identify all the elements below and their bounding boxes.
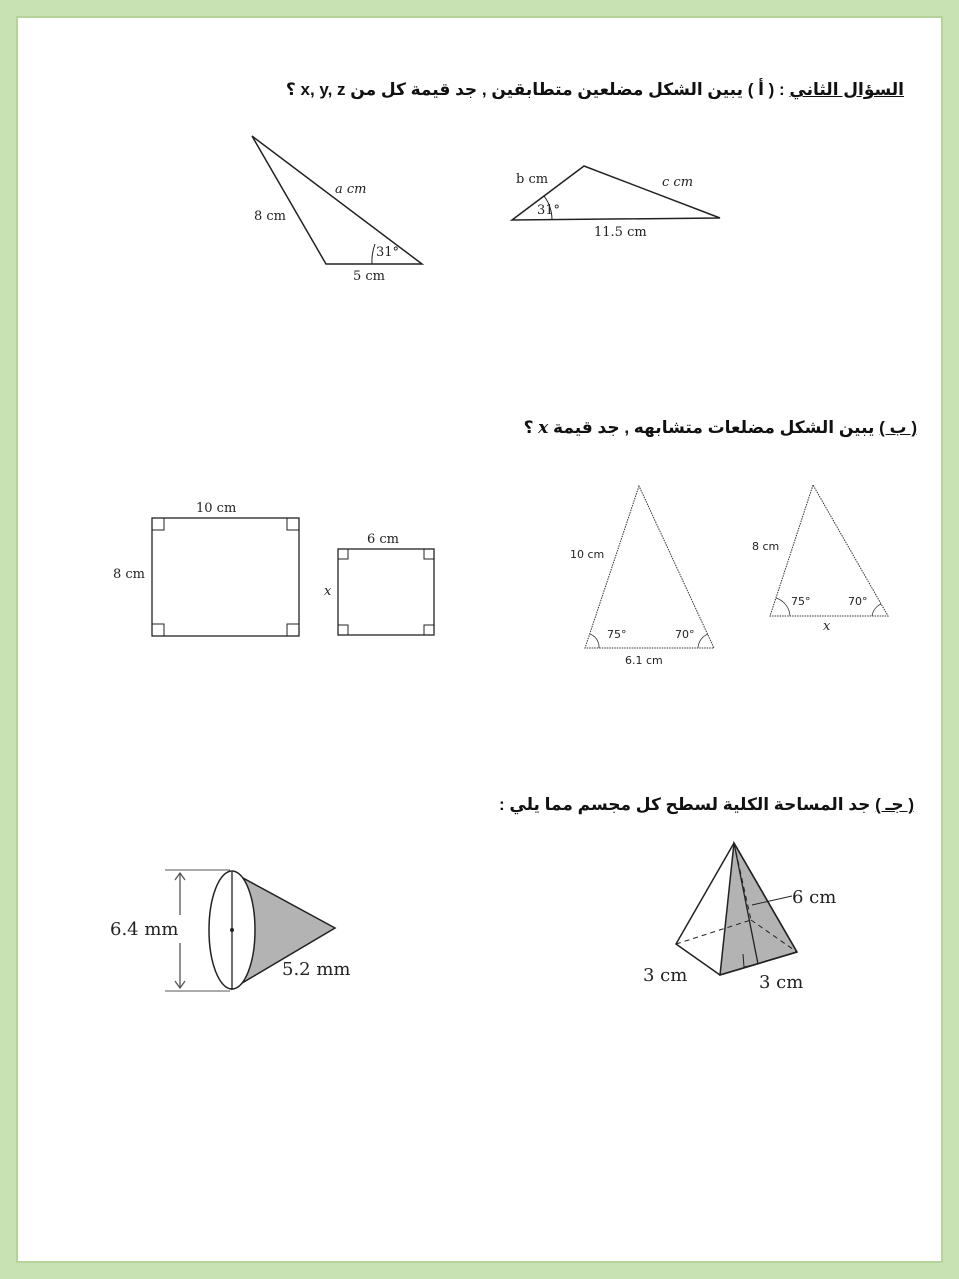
title-separator: : xyxy=(774,80,790,99)
label-a-cm: a cm xyxy=(335,182,367,197)
label-6cm: 6 cm xyxy=(367,532,400,547)
part-c-text: جد المساحة الكلية لسطح كل مجسم مما يلي : xyxy=(498,795,876,814)
part-a-text: يبين الشكل مضلعين متطابقين , جد قيمة كل من xyxy=(345,80,748,99)
congruent-triangle-right xyxy=(512,166,720,240)
label-6cm-slant: 6 cm xyxy=(792,887,837,908)
label-70-large: 70° xyxy=(675,628,695,641)
label-6-4mm: 6.4 mm xyxy=(110,919,179,940)
question-title: السؤال الثاني xyxy=(789,80,904,99)
similar-triangle-large xyxy=(570,486,714,667)
part-b-question-mark: ؟ xyxy=(523,418,539,437)
similar-rectangle-small xyxy=(324,532,434,635)
pyramid-figure xyxy=(643,843,836,993)
label-b-cm: b cm xyxy=(516,172,549,187)
figures-canvas xyxy=(30,30,929,1249)
label-70-small: 70° xyxy=(848,595,868,608)
worksheet-page xyxy=(30,30,929,1249)
label-75-large: 75° xyxy=(607,628,627,641)
label-x-rect: x xyxy=(324,584,332,599)
label-10cm: 10 cm xyxy=(196,501,237,516)
part-a-question-mark: ؟ xyxy=(285,80,301,99)
part-b-text: يبين الشكل مضلعات متشابهه , جد قيمة xyxy=(548,418,880,437)
congruent-triangle-left xyxy=(252,136,422,284)
cone-figure xyxy=(110,870,350,991)
label-angle-31-right: 31° xyxy=(537,203,561,218)
part-c-label: ( جـ ) xyxy=(875,795,914,814)
label-x-tri: x xyxy=(823,619,831,634)
part-b-label: ( ب ) xyxy=(879,418,917,437)
label-10cm-tri: 10 cm xyxy=(570,548,605,561)
label-6-1cm: 6.1 cm xyxy=(625,654,663,667)
label-angle-31-left: 31° xyxy=(376,245,400,260)
label-11-5cm: 11.5 cm xyxy=(594,225,647,240)
part-a-vars: x, y, z xyxy=(300,80,346,99)
similar-rectangle-large xyxy=(113,501,299,636)
label-c-cm: c cm xyxy=(662,175,694,190)
similar-triangle-small xyxy=(752,485,888,634)
label-8cm-rect: 8 cm xyxy=(113,567,146,582)
label-3cm-right: 3 cm xyxy=(759,972,804,993)
label-8cm: 8 cm xyxy=(254,209,287,224)
label-8cm-tri: 8 cm xyxy=(752,540,780,553)
part-b-var: x xyxy=(538,418,549,438)
label-5-2mm: 5.2 mm xyxy=(282,959,351,980)
label-75-small: 75° xyxy=(791,595,811,608)
label-3cm-left: 3 cm xyxy=(643,965,688,986)
part-a-label: ( أ ) xyxy=(747,80,775,99)
label-5cm: 5 cm xyxy=(353,269,386,284)
